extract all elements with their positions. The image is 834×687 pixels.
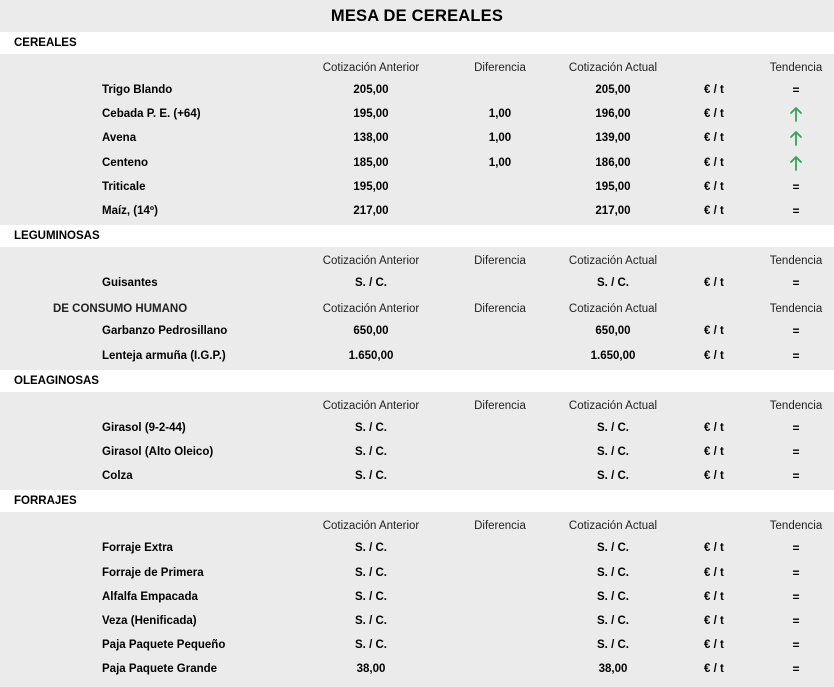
price-unit: € / t [704,205,724,217]
price-unit: € / t [704,156,724,169]
table-row [0,585,834,609]
previous-price: S. / C. [355,277,387,290]
current-price: 196,00 [595,108,631,121]
arrow-up-icon [766,102,826,126]
price-difference [468,199,532,223]
previous-price: S. / C. [355,615,387,627]
table-row [0,126,834,150]
arrow-up-icon [766,126,826,150]
current-price: 205,00 [595,84,631,96]
price-unit: € / t [704,132,724,145]
table-row [0,199,834,223]
previous-price: 195,00 [353,180,389,193]
price-difference [468,271,532,295]
price-unit: € / t [704,84,724,96]
current-price: S. / C. [597,566,629,579]
price-difference [468,416,532,440]
equal-icon: = [792,565,800,580]
equal-icon: = [792,348,800,363]
current-price: S. / C. [597,542,629,555]
price-difference [468,344,532,368]
column-header-current: Cotización Actual [568,303,658,316]
product-name: Cebada P. E. (+64) [102,108,201,121]
price-unit: € / t [704,349,724,362]
current-price: S. / C. [597,639,629,652]
price-difference: 1,00 [488,108,512,121]
section-title: FORRAJES [14,495,77,508]
price-difference [468,609,532,633]
price-unit: € / t [704,277,724,290]
price-unit: € / t [704,615,724,627]
column-header-trend: Tendencia [769,255,823,268]
product-name: Alfalfa Empacada [102,590,198,603]
table-row [0,151,834,175]
previous-price: S. / C. [355,639,387,652]
current-price: 195,00 [595,180,631,193]
previous-price: 217,00 [353,205,389,217]
column-header-row [0,56,834,80]
price-unit: € / t [704,566,724,579]
price-unit: € / t [704,663,724,676]
table-row [0,609,834,633]
price-unit: € / t [704,590,724,603]
price-difference [468,319,532,343]
current-price: 38,00 [598,663,628,676]
table-row [0,102,834,126]
current-price: S. / C. [597,277,629,290]
column-header-current: Cotización Actual [568,399,658,412]
column-header-row [0,249,834,273]
column-header-difference: Diferencia [474,399,526,412]
column-header-trend: Tendencia [769,62,823,74]
equal-icon: = [792,179,800,194]
price-unit: € / t [704,542,724,555]
previous-price: 195,00 [353,108,389,121]
section-header [0,490,834,512]
previous-price: 138,00 [353,132,389,145]
price-difference [468,561,532,585]
price-unit: € / t [704,470,724,483]
column-header-previous: Cotización Anterior [322,303,420,316]
previous-price: S. / C. [355,446,387,458]
column-header-current: Cotización Actual [568,520,658,533]
equal-icon: = [792,420,800,435]
page-title: MESA DE CEREALES [330,6,504,25]
product-name: Paja Paquete Grande [102,663,218,676]
previous-price: S. / C. [355,470,387,483]
previous-price: 205,00 [353,84,389,96]
section-title: LEGUMINOSAS [14,230,100,243]
current-price: S. / C. [597,446,629,458]
product-name: Veza (Henificada) [102,615,197,627]
equal-icon: = [792,638,800,653]
price-difference: 1,00 [488,156,512,169]
product-name: Forraje Extra [102,542,173,555]
section-title: CEREALES [14,37,77,49]
table-row [0,536,834,560]
product-name: Girasol (Alto Oleico) [102,446,214,458]
product-name: Girasol (9-2-44) [102,421,186,434]
price-unit: € / t [704,180,724,193]
product-name: Trigo Blando [102,84,173,96]
product-name: Guisantes [102,277,158,290]
product-name: Avena [102,132,137,145]
previous-price: 185,00 [353,156,389,169]
current-price: S. / C. [597,590,629,603]
column-header-previous: Cotización Anterior [322,62,420,74]
product-name: Maíz, (14º) [102,205,158,217]
table-row [0,175,834,199]
previous-price: S. / C. [355,542,387,555]
table-row [0,561,834,585]
previous-price: 650,00 [353,325,389,338]
price-unit: € / t [704,639,724,652]
price-difference [468,175,532,199]
table-row [0,344,834,368]
equal-icon: = [792,614,800,628]
product-name: Garbanzo Pedrosillano [102,325,228,338]
price-difference [468,536,532,560]
column-header-trend: Tendencia [769,399,823,412]
equal-icon: = [792,204,800,218]
equal-icon: = [792,589,800,604]
equal-icon: = [792,445,800,459]
current-price: 1.650,00 [590,349,636,362]
price-unit: € / t [704,446,724,458]
column-header-difference: Diferencia [474,255,526,268]
column-header-difference: Diferencia [474,62,526,74]
product-name: Triticale [102,180,146,193]
price-difference [468,464,532,488]
arrow-up-glyph [790,131,802,146]
current-price: S. / C. [597,421,629,434]
equal-icon: = [792,469,800,484]
section-header [0,32,834,54]
current-price: 217,00 [595,205,631,217]
table-row [0,416,834,440]
arrow-up-glyph [790,107,802,122]
equal-icon: = [792,324,800,339]
product-name: Forraje de Primera [102,566,204,579]
equal-icon: = [792,276,800,291]
column-header-trend: Tendencia [769,303,823,316]
price-unit: € / t [704,325,724,338]
column-header-previous: Cotización Anterior [322,399,420,412]
column-header-previous: Cotización Anterior [322,255,420,268]
product-name: Colza [102,470,133,483]
equal-icon: = [792,662,800,677]
table-row [0,464,834,488]
equal-icon: = [792,541,800,556]
arrow-up-icon [766,151,826,175]
current-price: S. / C. [597,470,629,483]
column-header-row [0,297,834,321]
section-header [0,370,834,392]
current-price: 650,00 [595,325,631,338]
price-unit: € / t [704,421,724,434]
product-name: Centeno [102,156,148,169]
column-header-current: Cotización Actual [568,62,658,74]
column-header-row [0,394,834,418]
current-price: 186,00 [595,156,631,169]
price-unit: € / t [704,108,724,121]
table-row [0,657,834,681]
price-difference [468,585,532,609]
previous-price: S. / C. [355,566,387,579]
column-header-trend: Tendencia [769,520,823,533]
table-row [0,633,834,657]
previous-price: 1.650,00 [348,349,394,362]
price-difference: 1,00 [488,132,512,145]
previous-price: S. / C. [355,590,387,603]
section-header [0,225,834,247]
product-name: Paja Paquete Pequeño [102,639,226,652]
current-price: 139,00 [595,132,631,145]
product-name: Lenteja armuña (I.G.P.) [102,349,226,362]
table-row [0,319,834,343]
previous-price: 38,00 [356,663,386,676]
column-header-row [0,514,834,538]
equal-icon: = [792,83,800,97]
column-header-previous: Cotización Anterior [322,520,420,533]
arrow-up-glyph [790,156,802,171]
price-difference [468,633,532,657]
current-price: S. / C. [597,615,629,627]
column-header-difference: Diferencia [474,303,526,316]
price-difference [468,657,532,681]
table-row [0,78,834,102]
column-header-current: Cotización Actual [568,255,658,268]
column-header-difference: Diferencia [474,520,526,533]
table-row [0,440,834,464]
price-difference [468,440,532,464]
table-row [0,271,834,295]
price-difference [468,78,532,102]
previous-price: S. / C. [355,421,387,434]
subsection-heading: DE CONSUMO HUMANO [53,303,188,316]
section-title: OLEAGINOSAS [14,374,99,387]
